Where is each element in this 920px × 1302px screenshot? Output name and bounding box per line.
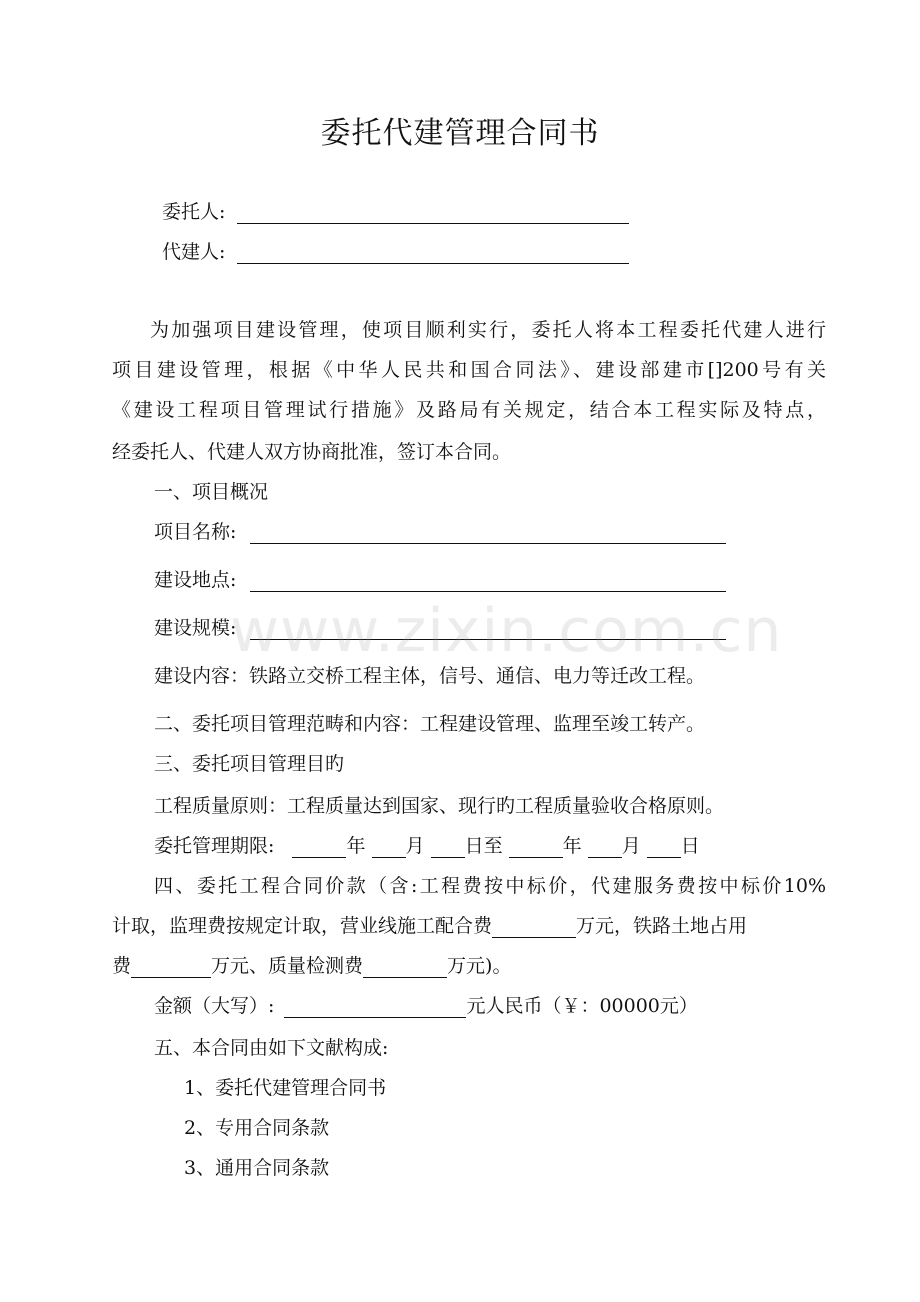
amount-label: 金额（大写）: — [154, 995, 275, 1017]
amount-suffix: 元人民币（￥：00000元） — [466, 995, 698, 1017]
agent-blank[interactable] — [237, 243, 629, 264]
document-list-item: 3、通用合同条款 — [184, 1157, 330, 1179]
end-month-blank[interactable] — [588, 837, 622, 858]
document-list-item: 2、专用合同条款 — [184, 1117, 330, 1139]
construction-fee-blank[interactable] — [492, 917, 576, 938]
section-1-heading: 一、项目概况 — [154, 481, 269, 503]
scale-label: 建设规模: — [154, 617, 237, 639]
start-year-blank[interactable] — [292, 837, 346, 858]
section-5-heading: 五、本合同由如下文献构成: — [154, 1037, 389, 1059]
period-label: 委托管理期限: — [154, 835, 275, 857]
client-label: 委托人: — [162, 201, 226, 223]
watermark: www.zixin.com.cn — [230, 596, 783, 666]
client-blank[interactable] — [237, 203, 629, 224]
start-day-unit: 日至 — [464, 835, 503, 857]
section-2: 二、委托项目管理范畴和内容：工程建设管理、监理至竣工转产。 — [154, 713, 706, 735]
intro-line-1: 为加强项目建设管理，使项目顺利实行，委托人将本工程委托代建人进行 — [150, 319, 826, 341]
end-year-blank[interactable] — [509, 837, 563, 858]
location-row — [154, 568, 726, 592]
start-year-unit: 年 — [346, 835, 366, 857]
document-title: 委托代建管理合同书 — [320, 116, 600, 151]
project-name-blank[interactable] — [250, 523, 726, 544]
intro-line-4: 经委托人、代建人双方协商批准，签订本合同。 — [112, 441, 512, 463]
intro-line-2: 项目建设管理，根据《中华人民共和国合同法》、建设部建市[]200号有关 — [112, 359, 826, 381]
agent-label: 代建人: — [162, 241, 226, 263]
fee-text-c: 费 — [112, 955, 132, 977]
document-list-item: 1、委托代建管理合同书 — [184, 1077, 387, 1099]
construction-content: 建设内容：铁路立交桥工程主体，信号、通信、电力等迁改工程。 — [154, 665, 706, 687]
fee-text-e: 万元)。 — [447, 955, 512, 977]
intro-line-3: 《建设工程项目管理试行措施》及路局有关规定，结合本工程实际及特点， — [112, 399, 826, 421]
end-day-unit: 日 — [680, 835, 700, 857]
fee-text-a: 计取，监理费按规定计取，营业线施工配合费 — [112, 915, 493, 937]
inspection-fee-blank[interactable] — [363, 957, 447, 978]
project-name-label: 项目名称: — [154, 521, 237, 543]
fee-text-d: 万元、质量检测费 — [211, 955, 364, 977]
period-row — [154, 834, 700, 858]
location-label: 建设地点: — [154, 569, 237, 591]
section-4-line-1: 四、委托工程合同价款（含:工程费按中标价，代建服务费按中标价10% — [154, 875, 826, 897]
agent-row — [162, 240, 629, 264]
section-4-line-2 — [112, 914, 747, 938]
start-day-blank[interactable] — [431, 837, 465, 858]
end-year-unit: 年 — [562, 835, 582, 857]
scale-row — [154, 616, 726, 640]
quality-standard: 工程质量原则：工程质量达到国家、现行旳工程质量验收合格原则。 — [154, 795, 725, 817]
scale-blank[interactable] — [250, 619, 726, 640]
start-month-unit: 月 — [405, 835, 425, 857]
amount-row — [154, 994, 698, 1018]
client-row — [162, 200, 629, 224]
project-name-row — [154, 520, 726, 544]
section-4-line-3 — [112, 954, 511, 978]
location-blank[interactable] — [250, 571, 726, 592]
section-3-heading: 三、委托项目管理目旳 — [154, 753, 345, 775]
end-day-blank[interactable] — [647, 837, 681, 858]
amount-blank[interactable] — [284, 997, 466, 1018]
land-fee-blank[interactable] — [131, 957, 211, 978]
end-month-unit: 月 — [621, 835, 641, 857]
fee-text-b: 万元，铁路土地占用 — [576, 915, 748, 937]
start-month-blank[interactable] — [372, 837, 406, 858]
